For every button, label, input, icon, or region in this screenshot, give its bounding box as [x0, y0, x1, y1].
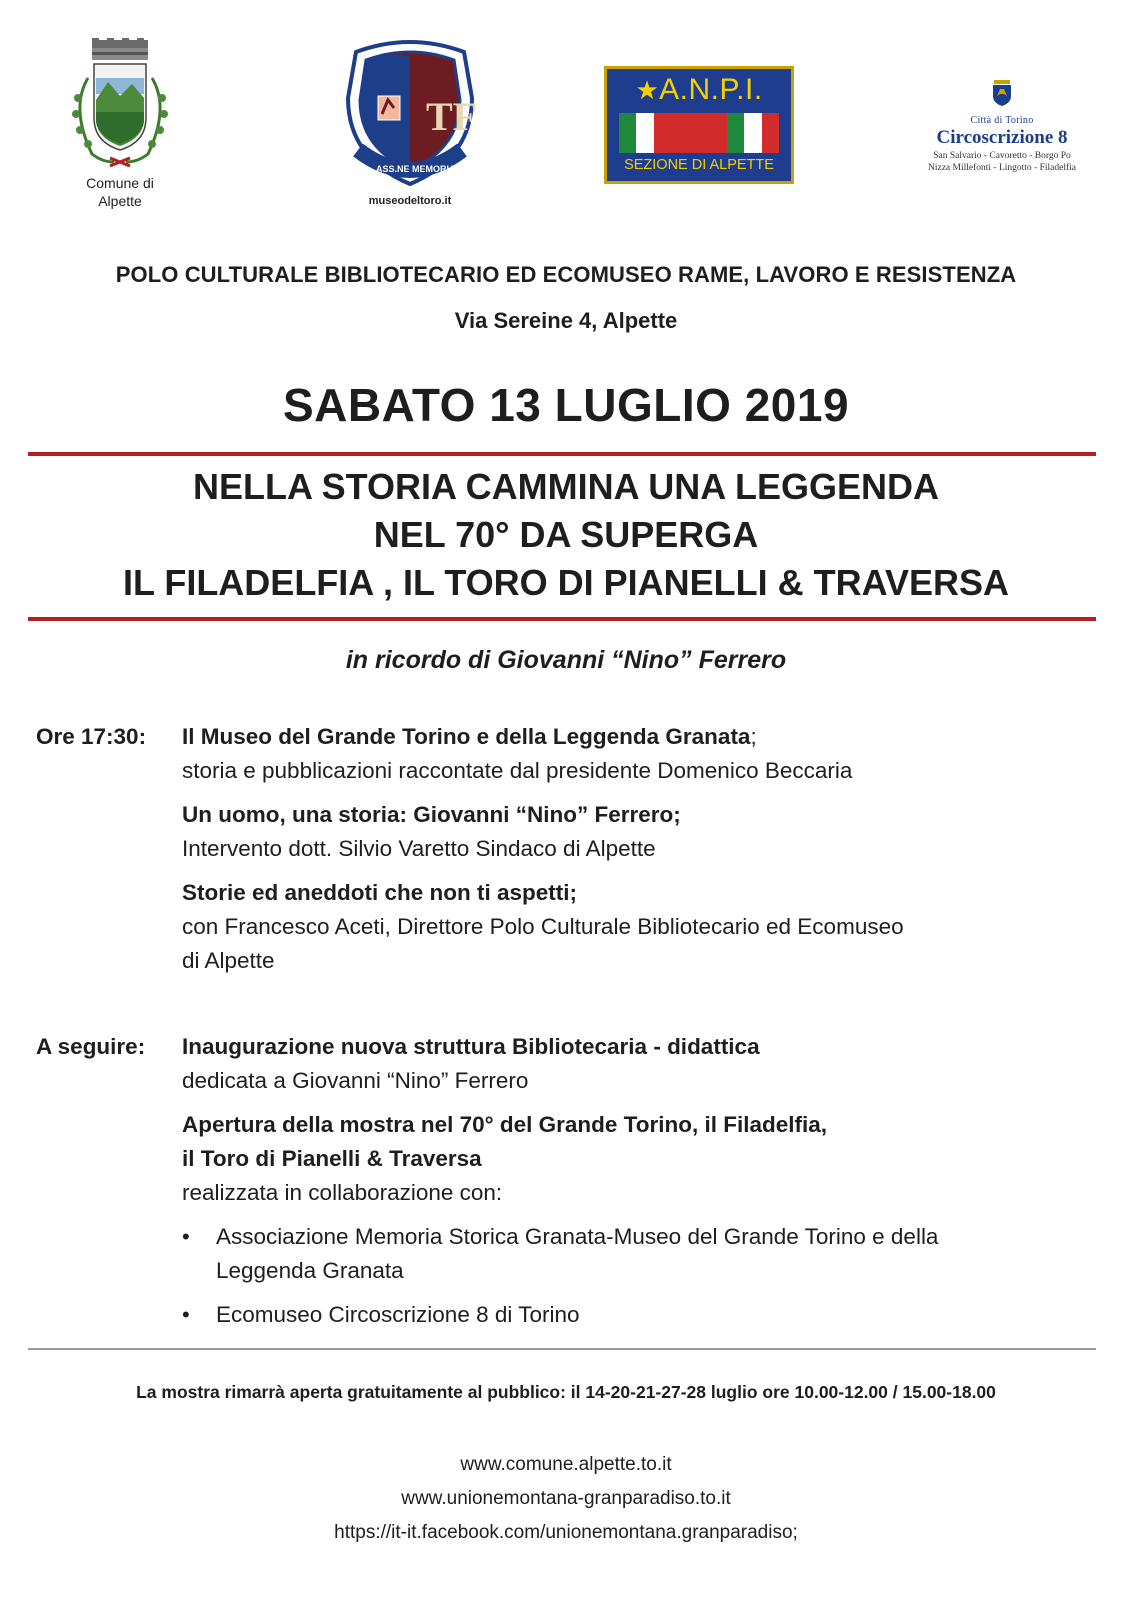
circ-sub-2: Nizza Millefonti - Lingotto - Filadelfia — [927, 163, 1076, 173]
alpette-caption-line1: Comune di — [86, 175, 154, 191]
program-item-3-title: Storie ed aneddoti che non ti aspetti; — [182, 880, 578, 905]
italian-flag-left-icon — [619, 113, 671, 153]
anpi-red-band — [671, 113, 727, 153]
partner-2: Ecomuseo Circoscrizione 8 di Torino — [216, 1302, 580, 1327]
program-item-1-punct: ; — [750, 724, 757, 749]
url-comune[interactable]: www.comune.alpette.to.it — [460, 1454, 672, 1475]
anpi-subtitle: SEZIONE DI ALPETTE — [624, 157, 774, 173]
anpi-title: A.N.P.I. — [659, 73, 763, 106]
svg-text:TF: TF — [426, 94, 478, 139]
url-facebook[interactable]: https://it-it.facebook.com/unionemontana.granparadiso; — [334, 1522, 798, 1543]
bullet-icon: • — [182, 1224, 190, 1249]
logo-museo-del-toro — [336, 38, 544, 213]
venue-address: Via Sereine 4, Alpette — [454, 308, 678, 333]
star-icon: ★ — [635, 75, 660, 105]
following-item-2-title-1: Apertura della mostra nel 70° del Grande Torino, il Filadelfia, — [182, 1112, 827, 1137]
following-label: A seguire: — [36, 1034, 146, 1059]
dedication: in ricordo di Giovanni “Nino” Ferrero — [345, 646, 787, 674]
torino-bull-crest-icon — [991, 80, 1013, 106]
italian-flag-right-icon — [727, 113, 779, 153]
title-line-2: NEL 70° DA SUPERGA — [373, 514, 759, 555]
following-item-1-desc: dedicata a Giovanni “Nino” Ferrero — [182, 1068, 529, 1093]
circ-name: Circoscrizione 8 — [936, 127, 1068, 148]
title-line-1: NELLA STORIA CAMMINA UNA LEGGENDA — [193, 466, 939, 507]
title-line-3: IL FILADELFIA , IL TORO DI PIANELLI & TRAVERSA — [122, 562, 1010, 603]
alpette-caption-line2: Alpette — [98, 193, 142, 209]
museo-arc-text: ASS.NE MEMORIA STORICA GRANATA — [376, 164, 544, 174]
program-item-2-desc: Intervento dott. Silvio Varetto Sindaco di Alpette — [182, 836, 656, 861]
red-divider-top — [28, 452, 1096, 456]
program-item-1-title — [182, 724, 757, 750]
following-item-2-title-2: il Toro di Pianelli & Traversa — [182, 1146, 482, 1171]
time-label: Ore 17:30: — [36, 724, 147, 749]
memoria-storica-granata-badge-icon — [336, 38, 544, 190]
circ-city: Città di Torino — [970, 115, 1034, 126]
following-item-1-title: Inaugurazione nuova struttura Bibliotecaria - didattica — [182, 1034, 760, 1059]
red-divider-bottom — [28, 617, 1096, 621]
circ-sub-1: San Salvario - Cavoretto - Borgo Po — [933, 151, 1071, 161]
exhibition-hours-note: La mostra rimarrà aperta gratuitamente al pubblico: il 14-20-21-27-28 luglio ore 10.00-12.00 / 15.00-18.00 — [136, 1382, 996, 1402]
museo-caption: museodeltoro.it — [368, 195, 452, 207]
logo-comune-alpette — [62, 38, 178, 213]
program-item-1-title-text: Il Museo del Grande Torino e della Leggenda Granata — [182, 724, 751, 749]
logo-anpi — [604, 66, 794, 184]
venue-heading: POLO CULTURALE BIBLIOTECARIO ED ECOMUSEO RAME, LAVORO E RESISTENZA — [115, 262, 1017, 287]
url-unione-montana[interactable]: www.unionemontana-granparadiso.to.it — [401, 1488, 731, 1509]
bullet-icon: • — [182, 1302, 190, 1327]
program-item-3-desc-1: con Francesco Aceti, Direttore Polo Culturale Bibliotecario ed Ecomuseo — [182, 914, 904, 939]
program-item-1-desc: storia e pubblicazioni raccontate dal presidente Domenico Beccaria — [182, 758, 853, 783]
following-item-2-desc: realizzata in collaborazione con: — [182, 1180, 503, 1205]
grey-divider — [28, 1348, 1096, 1350]
alpette-coat-of-arms-icon — [62, 38, 178, 173]
program-item-2-title: Un uomo, una storia: Giovanni “Nino” Ferrero; — [182, 802, 681, 827]
event-date: SABATO 13 LUGLIO 2019 — [282, 379, 850, 431]
partner-1-line-1: Associazione Memoria Storica Granata-Museo del Grande Torino e della — [216, 1224, 939, 1249]
partner-1-line-2: Leggenda Granata — [216, 1258, 404, 1283]
logo-circoscrizione-8 — [912, 80, 1092, 174]
program-item-3-desc-2: di Alpette — [182, 948, 275, 973]
